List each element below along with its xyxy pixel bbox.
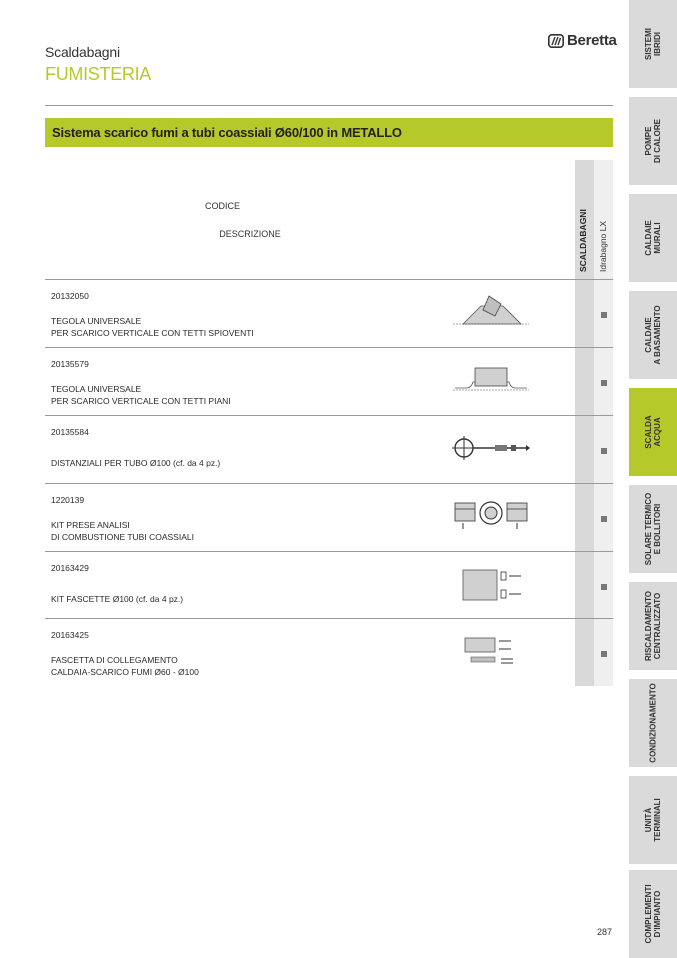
table-row	[45, 280, 613, 348]
availability-marker	[601, 651, 607, 657]
row-code: 20135579	[51, 359, 89, 369]
column-header-description: DESCRIZIONE	[219, 229, 281, 239]
row-code: 20163429	[51, 563, 89, 573]
availability-marker	[601, 380, 607, 386]
beretta-logo-icon	[548, 34, 564, 48]
row-description: TEGOLA UNIVERSALE PER SCARICO VERTICALE CON TETTI SPIOVENTI	[51, 316, 254, 338]
row-code: 20132050	[51, 291, 89, 301]
table-title-bar	[45, 118, 613, 147]
row-description: DISTANZIALI PER TUBO Ø100 (cf. da 4 pz.)	[51, 458, 221, 468]
row-description: KIT PRESE ANALISI DI COMBUSTIONE TUBI COASSIALI	[51, 520, 194, 542]
side-tab-caldaie-a-basamento[interactable]: CALDAIE A BASAMENTO	[629, 291, 677, 379]
row-description: TEGOLA UNIVERSALE PER SCARICO VERTICALE CON TETTI PIANI	[51, 384, 231, 406]
sloped-roof-tile-icon	[453, 294, 529, 326]
row-description: FASCETTA DI COLLEGAMENTO CALDAIA-SCARICO FUMI Ø60 - Ø100	[51, 655, 199, 677]
side-tab-unita-terminali[interactable]: UNITÀ TERMINALI	[629, 776, 677, 864]
clamp-kit-icon	[461, 568, 525, 602]
side-tab-riscaldamento-centralizzato[interactable]: RISCALDAMENTO CENTRALIZZATO	[629, 582, 677, 670]
connection-clamp-icon	[463, 635, 523, 667]
column-header-category: SCALDABAGNI	[578, 209, 588, 272]
brand-name: Beretta	[567, 32, 617, 49]
brand-logo	[548, 32, 617, 49]
side-tab-pompe-di-calore[interactable]: POMPE DI CALORE	[629, 97, 677, 185]
side-navigation	[629, 0, 677, 958]
table-row	[45, 619, 613, 686]
side-tab-scalda-acqua[interactable]: SCALDA ACQUA	[629, 388, 677, 476]
table-row	[45, 484, 613, 552]
table-title: Sistema scarico fumi a tubi coassiali Ø60/100 in METALLO	[52, 125, 402, 140]
pipe-spacer-icon	[451, 433, 531, 463]
analysis-kit-icon	[453, 497, 529, 533]
side-tab-solare-termico[interactable]: SOLARE TERMICO E BOLLITORI	[629, 485, 677, 573]
availability-marker	[601, 312, 607, 318]
table-row	[45, 348, 613, 416]
table-row	[45, 552, 613, 619]
side-tab-complementi-impianto[interactable]: COMPLEMENTI D'IMPIANTO	[629, 870, 677, 958]
column-header-model: Idrabagno LX	[598, 220, 608, 272]
row-description: KIT FASCETTE Ø100 (cf. da 4 pz.)	[51, 594, 184, 604]
availability-marker	[601, 516, 607, 522]
row-code: 1220139	[51, 495, 85, 505]
section-label: Scaldabagni	[45, 44, 120, 60]
side-tab-sistemi-ibridi[interactable]: SISTEMI IBRIDI	[629, 0, 677, 88]
header-divider	[45, 105, 613, 106]
flat-roof-tile-icon	[453, 364, 529, 392]
side-tab-condizionamento[interactable]: CONDIZIONAMENTO	[629, 679, 677, 767]
row-code: 20163425	[51, 630, 89, 640]
availability-marker	[601, 448, 607, 454]
table-row	[45, 416, 613, 484]
page-number: 287	[597, 927, 613, 937]
section-title: FUMISTERIA	[45, 64, 152, 84]
availability-marker	[601, 584, 607, 590]
column-header-code: CODICE	[204, 201, 240, 211]
row-code: 20135584	[51, 427, 89, 437]
page-header	[45, 44, 151, 85]
side-tab-caldaie-murali[interactable]: CALDAIE MURALI	[629, 194, 677, 282]
